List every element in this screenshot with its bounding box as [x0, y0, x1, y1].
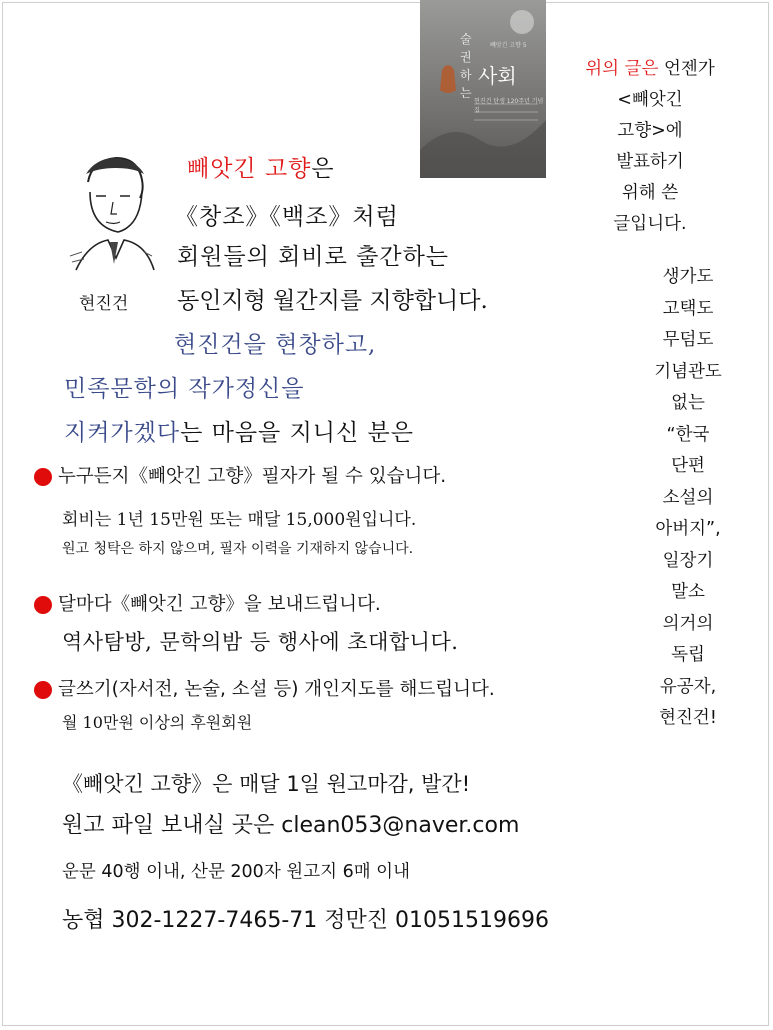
benefit-1-sub-1: 회비는 1년 15만원 또는 매달 15,000원입니다.: [62, 510, 417, 530]
portrait-caption: 현진건: [79, 294, 129, 314]
intro-line-6: 민족문학의 작가정신을: [64, 376, 305, 402]
deadline-line: 《빼앗긴 고향》은 매달 1일 원고마감, 발간!: [62, 772, 471, 796]
benefit-2-text: 달마다《빼앗긴 고향》을 보내드립니다.: [58, 594, 381, 615]
side-note-bottom-line: 고택도: [662, 298, 714, 319]
side-note-bottom-line: 없는: [671, 393, 705, 413]
benefit-3-sub: 월 10만원 이상의 후원회원: [62, 713, 253, 732]
benefit-3: [34, 675, 495, 701]
side-note-bottom-line: 현진건!: [659, 708, 717, 728]
side-note-bottom-line: 의거의: [662, 613, 714, 634]
benefit-1-sub-2: 원고 청탁은 하지 않으며, 필자 이력을 기재하지 않습니다.: [62, 541, 414, 557]
side-note-top-line: 글입니다.: [613, 214, 687, 234]
intro-line-7-rest: 는 마음을 지니신 분은: [180, 420, 414, 446]
intro-line-4: 동인지형 월간지를 지향합니다.: [177, 288, 488, 314]
bank-account-line: 농협 302-1227-7465-71 정만진 01051519696: [62, 908, 549, 933]
red-bullet-icon: [34, 596, 52, 614]
benefit-2: [34, 590, 381, 616]
book-small-text-2: 현진건 탄생 120주년 기념집: [474, 98, 544, 114]
side-note-bottom-line: “한국: [666, 424, 710, 445]
side-note-bottom-line: 아버지”,: [655, 519, 721, 539]
intro-line-5: 현진건을 현창하고,: [174, 332, 377, 358]
intro-line-3: 회원들의 회비로 출간하는: [177, 244, 450, 270]
side-note-bottom-line: 독립: [671, 645, 705, 665]
side-note-bottom-line: 단편: [671, 456, 705, 476]
book-illustration-icon: [420, 0, 546, 178]
side-note-bottom-line: 유공자,: [659, 676, 717, 697]
side-note-top-line-0-rest: 언젠가: [658, 59, 715, 79]
book-small-text-1: 빼앗긴 고향 5: [490, 42, 527, 49]
side-note-bottom-line: 말소: [671, 582, 705, 602]
intro-line-7: [64, 414, 414, 447]
book-title: 사회: [478, 64, 517, 88]
intro-line-1: [187, 150, 335, 183]
side-note-bottom-line: 기념관도: [654, 361, 722, 382]
benefit-1-text: 누구든지《빼앗긴 고향》필자가 될 수 있습니다.: [58, 466, 447, 487]
side-note-top-line: 발표하기: [616, 152, 684, 172]
intro-line-7-highlight: 지켜가겠다: [64, 420, 181, 446]
side-note-bottom-line: 생가도: [662, 267, 714, 287]
side-note-top-line-0: [560, 54, 740, 85]
side-note-bottom-line: 무덤도: [662, 330, 714, 350]
side-note-bottom-line: 일장기: [662, 550, 714, 571]
red-bullet-icon: [34, 681, 52, 699]
book-vertical-title: 술권하는: [460, 32, 472, 100]
email-line: 원고 파일 보내실 곳은 clean053@naver.com: [62, 813, 520, 838]
benefit-2-sub: 역사탐방, 문학의밤 등 행사에 초대합니다.: [62, 630, 459, 654]
length-limit-line: 운문 40행 이내, 산문 200자 원고지 6매 이내: [62, 862, 410, 882]
intro-line-1-rest: 은: [311, 156, 335, 182]
benefit-1: [34, 462, 446, 488]
benefit-3-text: 글쓰기(자서전, 논술, 소설 등) 개인지도를 해드립니다.: [58, 679, 495, 700]
side-note-top-line: 고향>에: [617, 121, 683, 141]
intro-line-2: 《창조》《백조》처럼: [175, 204, 399, 230]
portrait-sketch-icon: [66, 152, 156, 282]
journal-name-highlight: 빼앗긴 고향: [187, 156, 312, 182]
side-note-top-line: <빼앗긴: [617, 90, 683, 110]
side-note-bottom-line: 소설의: [662, 487, 714, 508]
red-bullet-icon: [34, 468, 52, 486]
side-note-top: [560, 54, 740, 240]
side-note-top-line: 위해 쓴: [621, 183, 679, 203]
side-note-bottom: [628, 262, 748, 735]
side-note-highlight: 위의 글은: [585, 59, 659, 79]
book-cover-image: [420, 0, 546, 178]
